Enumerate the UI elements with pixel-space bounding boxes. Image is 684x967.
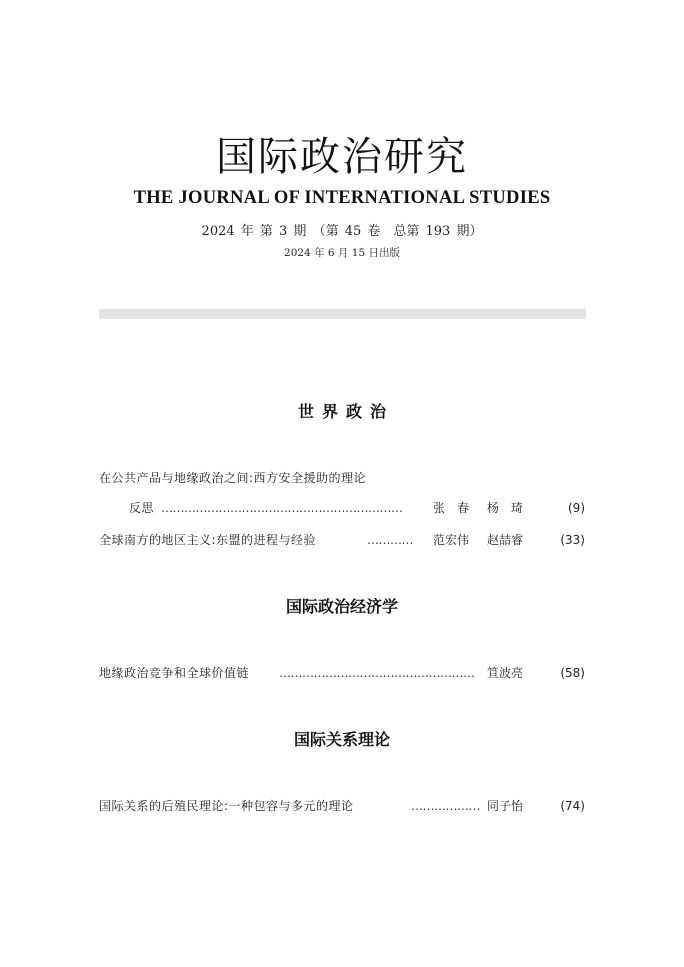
section-heading-ir-theory: 国际关系理论: [293, 730, 390, 749]
article-author: 笪波亮: [487, 666, 524, 680]
article-title[interactable]: 全球南方的地区主义:东盟的进程与经验: [99, 533, 317, 547]
journal-title-chinese: 国际政治研究: [216, 134, 468, 180]
section-heading-world-politics: 世界政治: [297, 402, 394, 421]
page-number: (9): [568, 501, 585, 515]
toc-entry[interactable]: [99, 469, 585, 487]
toc-entry[interactable]: [99, 797, 585, 815]
toc-entry-continuation[interactable]: [99, 499, 585, 517]
article-title[interactable]: 地缘政治竞争和全球价值链: [99, 666, 250, 680]
leader-dots: …………: [367, 533, 413, 547]
section-heading-ipe: 国际政治经济学: [285, 597, 398, 616]
page-number: (58): [560, 666, 585, 680]
article-author: 张 春: [433, 501, 470, 515]
page-number: (74): [560, 799, 585, 813]
page-number: (33): [560, 533, 585, 547]
article-author: 同子怡: [487, 799, 524, 813]
article-title-continued[interactable]: 反思: [129, 501, 155, 515]
article-title[interactable]: 在公共产品与地缘政治之间:西方安全援助的理论: [99, 471, 367, 485]
header-divider: [99, 309, 586, 319]
article-author: 范宏伟: [433, 533, 470, 547]
publication-date: 2024 年 6 月 15 日出版: [284, 247, 400, 259]
article-author: 杨 琦: [487, 501, 524, 515]
toc-entry[interactable]: [99, 531, 585, 549]
leader-dots: ……………………………………………: [279, 666, 475, 680]
toc-entry[interactable]: [99, 664, 585, 682]
article-author: 赵喆睿: [487, 533, 524, 547]
leader-dots: ………………………………………………………: [161, 501, 403, 515]
article-title[interactable]: 国际关系的后殖民理论:一种包容与多元的理论: [99, 799, 354, 813]
journal-title-english: THE JOURNAL OF INTERNATIONAL STUDIES: [133, 188, 551, 208]
issue-number: 2024 年 第 3 期 （第 45 卷 总第 193 期）: [201, 224, 483, 239]
leader-dots: ………………: [411, 799, 480, 813]
